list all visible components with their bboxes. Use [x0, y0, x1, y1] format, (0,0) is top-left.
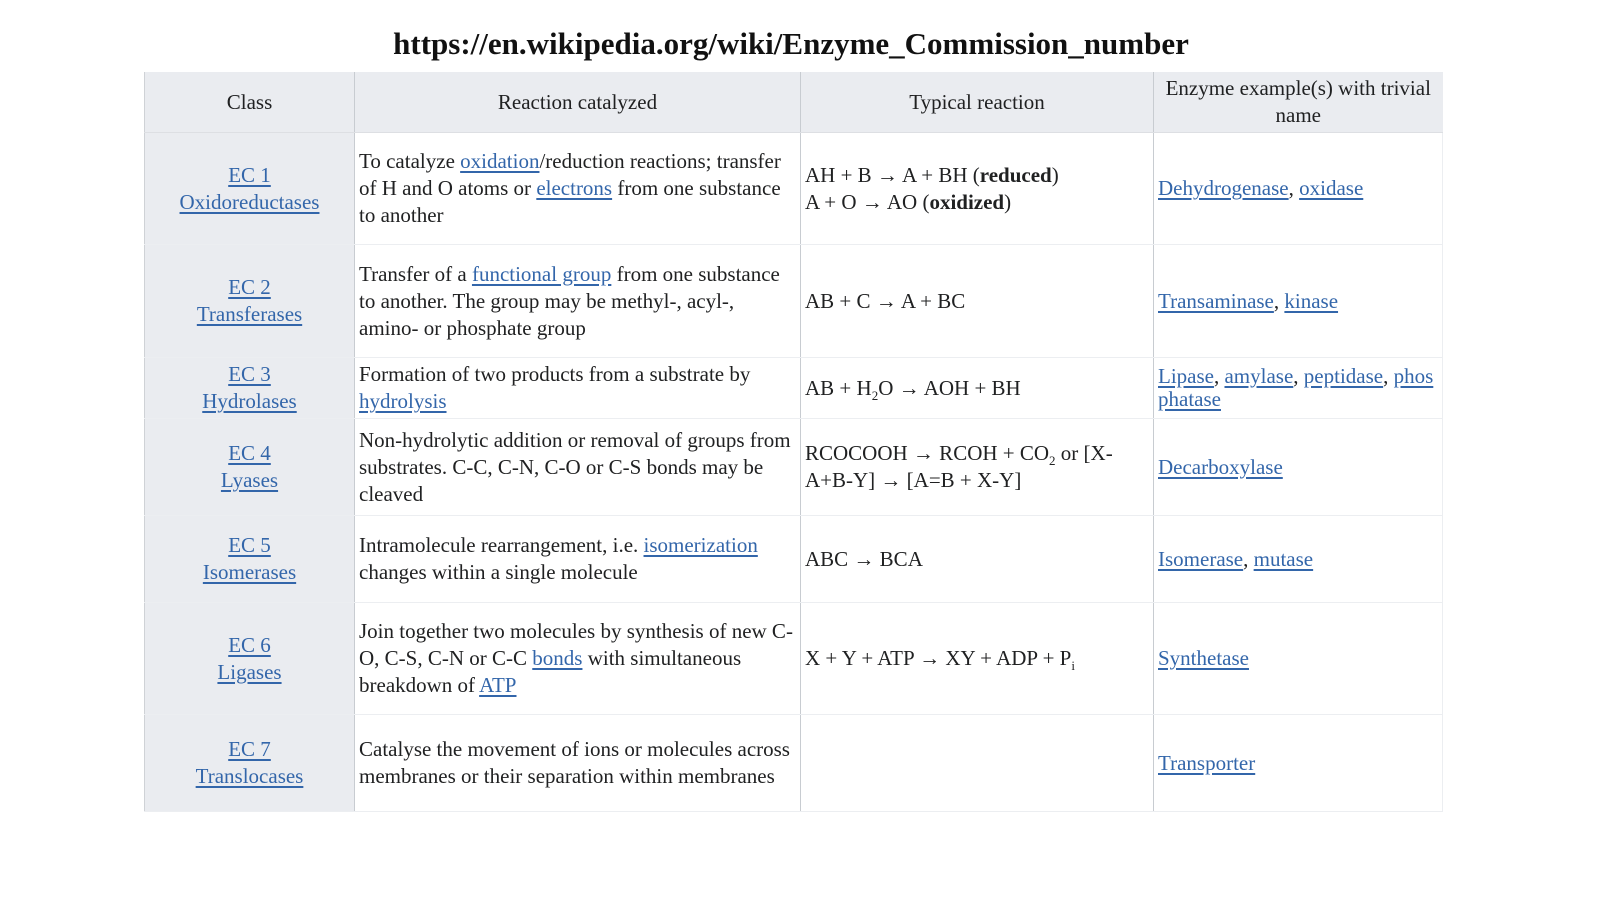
reaction-text: from one substance to another — [359, 176, 781, 227]
table-row — [145, 133, 1443, 245]
reduced-label: reduced — [979, 162, 1052, 187]
reaction-cell — [355, 133, 801, 245]
table-row — [145, 516, 1443, 603]
typical-reaction-cell — [801, 358, 1154, 419]
oxidation-link[interactable]: oxidation — [460, 149, 540, 173]
ec-number-link[interactable]: EC 2 — [228, 275, 271, 299]
ec-number-link[interactable]: EC 5 — [228, 533, 271, 557]
enzyme-class-table — [144, 72, 1443, 812]
oxidized-label: oxidized — [929, 189, 1005, 214]
class-cell — [145, 419, 355, 516]
isomerization-link[interactable]: isomerization — [643, 533, 758, 557]
typical-reaction-line: ) — [1051, 162, 1059, 187]
page-title: https://en.wikipedia.org/wiki/Enzyme_Commission_number — [393, 26, 1189, 61]
typical-reaction-line: A + O → AO ( — [805, 189, 930, 214]
typical-reaction-cell — [801, 133, 1154, 245]
header-enzyme-examples: Enzyme example(s) with trivial name — [1154, 72, 1443, 133]
separator: , — [1243, 546, 1254, 571]
subscript: i — [1071, 658, 1075, 673]
bonds-link[interactable]: bonds — [532, 646, 583, 670]
class-cell — [145, 715, 355, 812]
class-name-link[interactable]: Ligases — [217, 659, 282, 684]
ec-number-link[interactable]: EC 3 — [228, 362, 271, 386]
table-row — [145, 715, 1443, 812]
class-name-link[interactable]: Translocases — [195, 764, 304, 788]
example-link-dehydrogenase[interactable]: Dehydrogenase — [1158, 176, 1289, 200]
typical-reaction-text: O → AOH + BH — [878, 375, 1021, 400]
electrons-link[interactable]: electrons — [536, 176, 613, 200]
example-link-isomerase[interactable]: Isomerase — [1158, 546, 1244, 571]
header-reaction-catalyzed: Reaction catalyzed — [355, 72, 801, 133]
ec-number-link[interactable]: EC 4 — [228, 441, 271, 465]
typical-reaction-cell: ABC → BCA — [801, 516, 1154, 603]
subscript: 2 — [871, 387, 879, 403]
example-link-kinase[interactable]: kinase — [1284, 288, 1339, 313]
typical-reaction-line: ) — [1004, 189, 1012, 214]
example-link-mutase[interactable]: mutase — [1253, 546, 1314, 571]
class-name-link[interactable]: Transferases — [196, 302, 303, 326]
example-link-peptidase[interactable]: peptidase — [1303, 364, 1384, 388]
table-row — [145, 245, 1443, 358]
ec-number-link[interactable]: EC 6 — [228, 632, 271, 657]
examples-cell — [1154, 603, 1443, 715]
examples-cell — [1154, 715, 1443, 812]
example-link-transaminase[interactable]: Transaminase — [1158, 288, 1274, 313]
typical-reaction-line: AH + B → A + BH ( — [805, 162, 980, 187]
reaction-cell — [355, 516, 801, 603]
table-row — [145, 358, 1443, 419]
examples-cell — [1154, 358, 1443, 419]
example-link-oxidase[interactable]: oxidase — [1299, 176, 1364, 200]
hydrolysis-link[interactable]: hydrolysis — [359, 389, 447, 413]
table-header-row — [145, 72, 1443, 133]
reaction-text: with simultaneous breakdown of — [359, 646, 742, 697]
class-cell — [145, 603, 355, 715]
separator: , — [1293, 364, 1304, 388]
reaction-cell: Catalyse the movement of ions or molecules across membranes or their separation within membranes — [355, 715, 801, 812]
class-name-link[interactable]: Isomerases — [202, 560, 297, 584]
header-typical-reaction: Typical reaction — [801, 72, 1154, 133]
typical-reaction-cell — [801, 715, 1154, 812]
reaction-text: Intramolecule rearrangement, i.e. — [359, 533, 644, 557]
separator: , — [1383, 364, 1394, 388]
ec-number-link[interactable]: EC 7 — [228, 737, 271, 761]
example-link-phosphatase[interactable]: phosphatase — [1158, 364, 1434, 411]
reaction-text: Transfer of a — [359, 261, 472, 286]
reaction-cell — [355, 358, 801, 419]
class-cell — [145, 516, 355, 603]
reaction-text: /reduction reactions; transfer of H and O atoms or — [359, 149, 781, 200]
separator: , — [1288, 176, 1300, 200]
example-link-transporter[interactable]: Transporter — [1158, 750, 1256, 775]
examples-cell — [1154, 419, 1443, 516]
reaction-cell — [355, 603, 801, 715]
typical-reaction-cell: AB + C → A + BC — [801, 245, 1154, 358]
typical-reaction-text: RCOCOOH → RCOH + CO — [805, 441, 1050, 465]
examples-cell — [1154, 133, 1443, 245]
example-link-lipase[interactable]: Lipase — [1158, 364, 1214, 388]
header-class: Class — [145, 72, 355, 133]
functional-group-link[interactable]: functional group — [471, 261, 612, 286]
class-name-link[interactable]: Hydrolases — [202, 389, 297, 413]
typical-reaction-cell — [801, 419, 1154, 516]
reaction-text: To catalyze — [359, 149, 461, 173]
table-row — [145, 419, 1443, 516]
reaction-cell: Non-hydrolytic addition or removal of groups from substrates. C-C, C-N, C-O or C-S bonds may be cleaved — [355, 419, 801, 516]
example-link-amylase[interactable]: amylase — [1224, 364, 1294, 388]
reaction-text: Formation of two products from a substrate by — [359, 362, 751, 386]
typical-reaction-cell — [801, 603, 1154, 715]
ec-number-link[interactable]: EC 1 — [228, 162, 271, 187]
reaction-text: changes within a single molecule — [359, 560, 638, 584]
separator: , — [1213, 364, 1225, 388]
table-row — [145, 603, 1443, 715]
separator: , — [1273, 288, 1285, 313]
subscript: 2 — [1049, 453, 1056, 468]
typical-reaction-text: or [X-A+B-Y] → [A=B + X-Y] — [805, 441, 1113, 492]
typical-reaction-text: X + Y + ATP → XY + ADP + P — [805, 646, 1072, 670]
reaction-text: Join together two molecules by synthesis of new C-O, C-S, C-N or C-C — [359, 619, 793, 670]
class-cell — [145, 358, 355, 419]
class-cell — [145, 245, 355, 358]
examples-cell — [1154, 245, 1443, 358]
typical-reaction-text: AB + H — [805, 375, 872, 400]
reaction-cell — [355, 245, 801, 358]
atp-link[interactable]: ATP — [479, 673, 517, 697]
example-link-decarboxylase[interactable]: Decarboxylase — [1158, 454, 1283, 479]
reaction-text: from one substance to another. The group may be methyl-, acyl-, amino- or phosphate group — [359, 261, 780, 340]
examples-cell — [1154, 516, 1443, 603]
class-cell — [145, 133, 355, 245]
class-name-link[interactable]: Lyases — [220, 468, 279, 492]
example-link-synthetase[interactable]: Synthetase — [1158, 646, 1249, 670]
class-name-link[interactable]: Oxidoreductases — [179, 189, 320, 214]
